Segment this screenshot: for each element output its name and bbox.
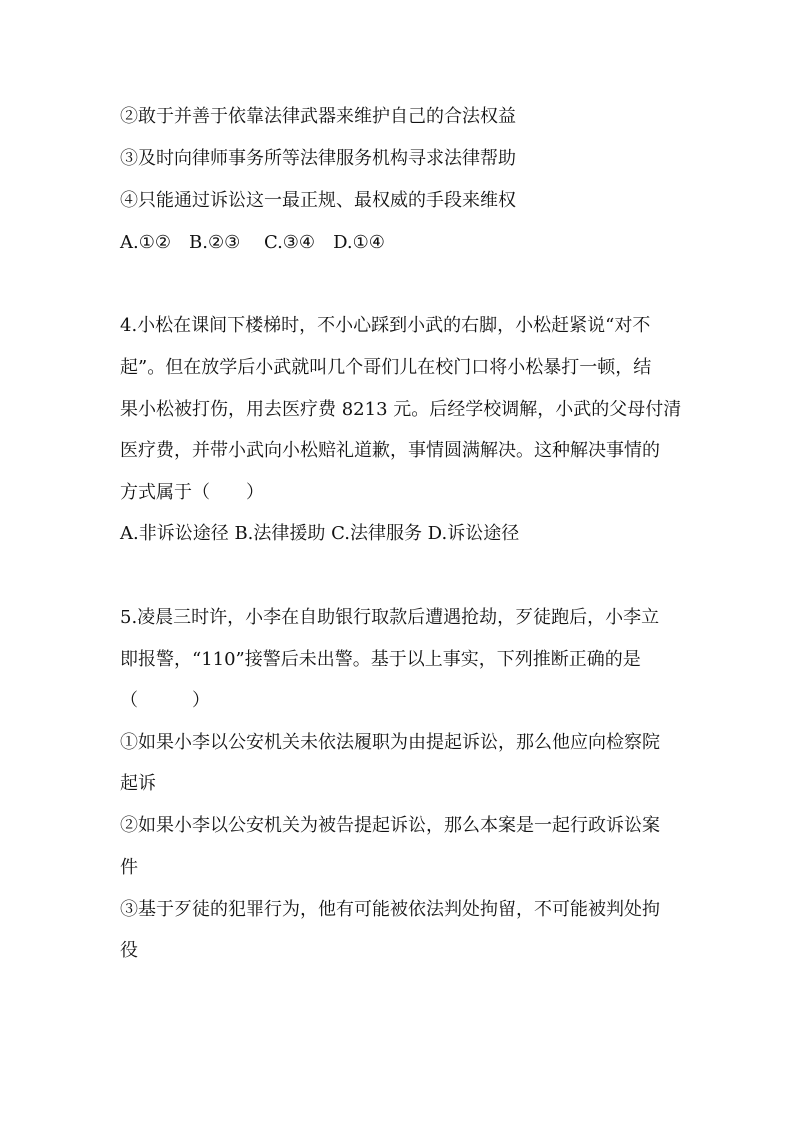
q5-option-3-b: 役 (120, 940, 138, 961)
q5-line-1: 5.凌晨三时许，小李在自助银行取款后遭遇抢劫，歹徒跑后，小李立 (120, 607, 660, 628)
q5-option-1-a: ①如果小李以公安机关未依法履职为由提起诉讼，那么他应向检察院 (120, 732, 660, 753)
q4-line-5: 方式属于（ ） (120, 482, 264, 503)
q5-option-1-b: 起诉 (120, 773, 156, 794)
prev-option-4: ④只能通过诉讼这一最正规、最权威的手段来维权 (120, 190, 516, 211)
q5-option-3-a: ③基于歹徒的犯罪行为，他有可能被依法判处拘留，不可能被判处拘 (120, 899, 660, 920)
q5-line-3: （ ） (120, 690, 210, 711)
prev-answer-choices: A.①② B.②③ C.③④ D.①④ (120, 232, 385, 253)
q5-line-2: 即报警，“110”接警后未出警。基于以上事实，下列推断正确的是 (120, 649, 641, 670)
q4-answer-choices: A.非诉讼途径 B.法律援助 C.法律服务 D.诉讼途径 (120, 523, 520, 544)
q4-line-1: 4.小松在课间下楼梯时，不小心踩到小武的右脚，小松赶紧说“对不 (120, 315, 651, 336)
prev-option-3: ③及时向律师事务所等法律服务机构寻求法律帮助 (120, 148, 516, 169)
q4-line-3: 果小松被打伤，用去医疗费 8213 元。后经学校调解，小武的父母付清 (120, 399, 682, 420)
q4-line-2: 起”。但在放学后小武就叫几个哥们儿在校门口将小松暴打一顿，结 (120, 357, 652, 378)
q4-line-4: 医疗费，并带小武向小松赔礼道歉，事情圆满解决。这种解决事情的 (120, 440, 660, 461)
prev-option-2: ②敢于并善于依靠法律武器来维护自己的合法权益 (120, 106, 516, 127)
q5-option-2-b: 件 (120, 857, 138, 878)
q5-option-2-a: ②如果小李以公安机关为被告提起诉讼，那么本案是一起行政诉讼案 (120, 815, 660, 836)
